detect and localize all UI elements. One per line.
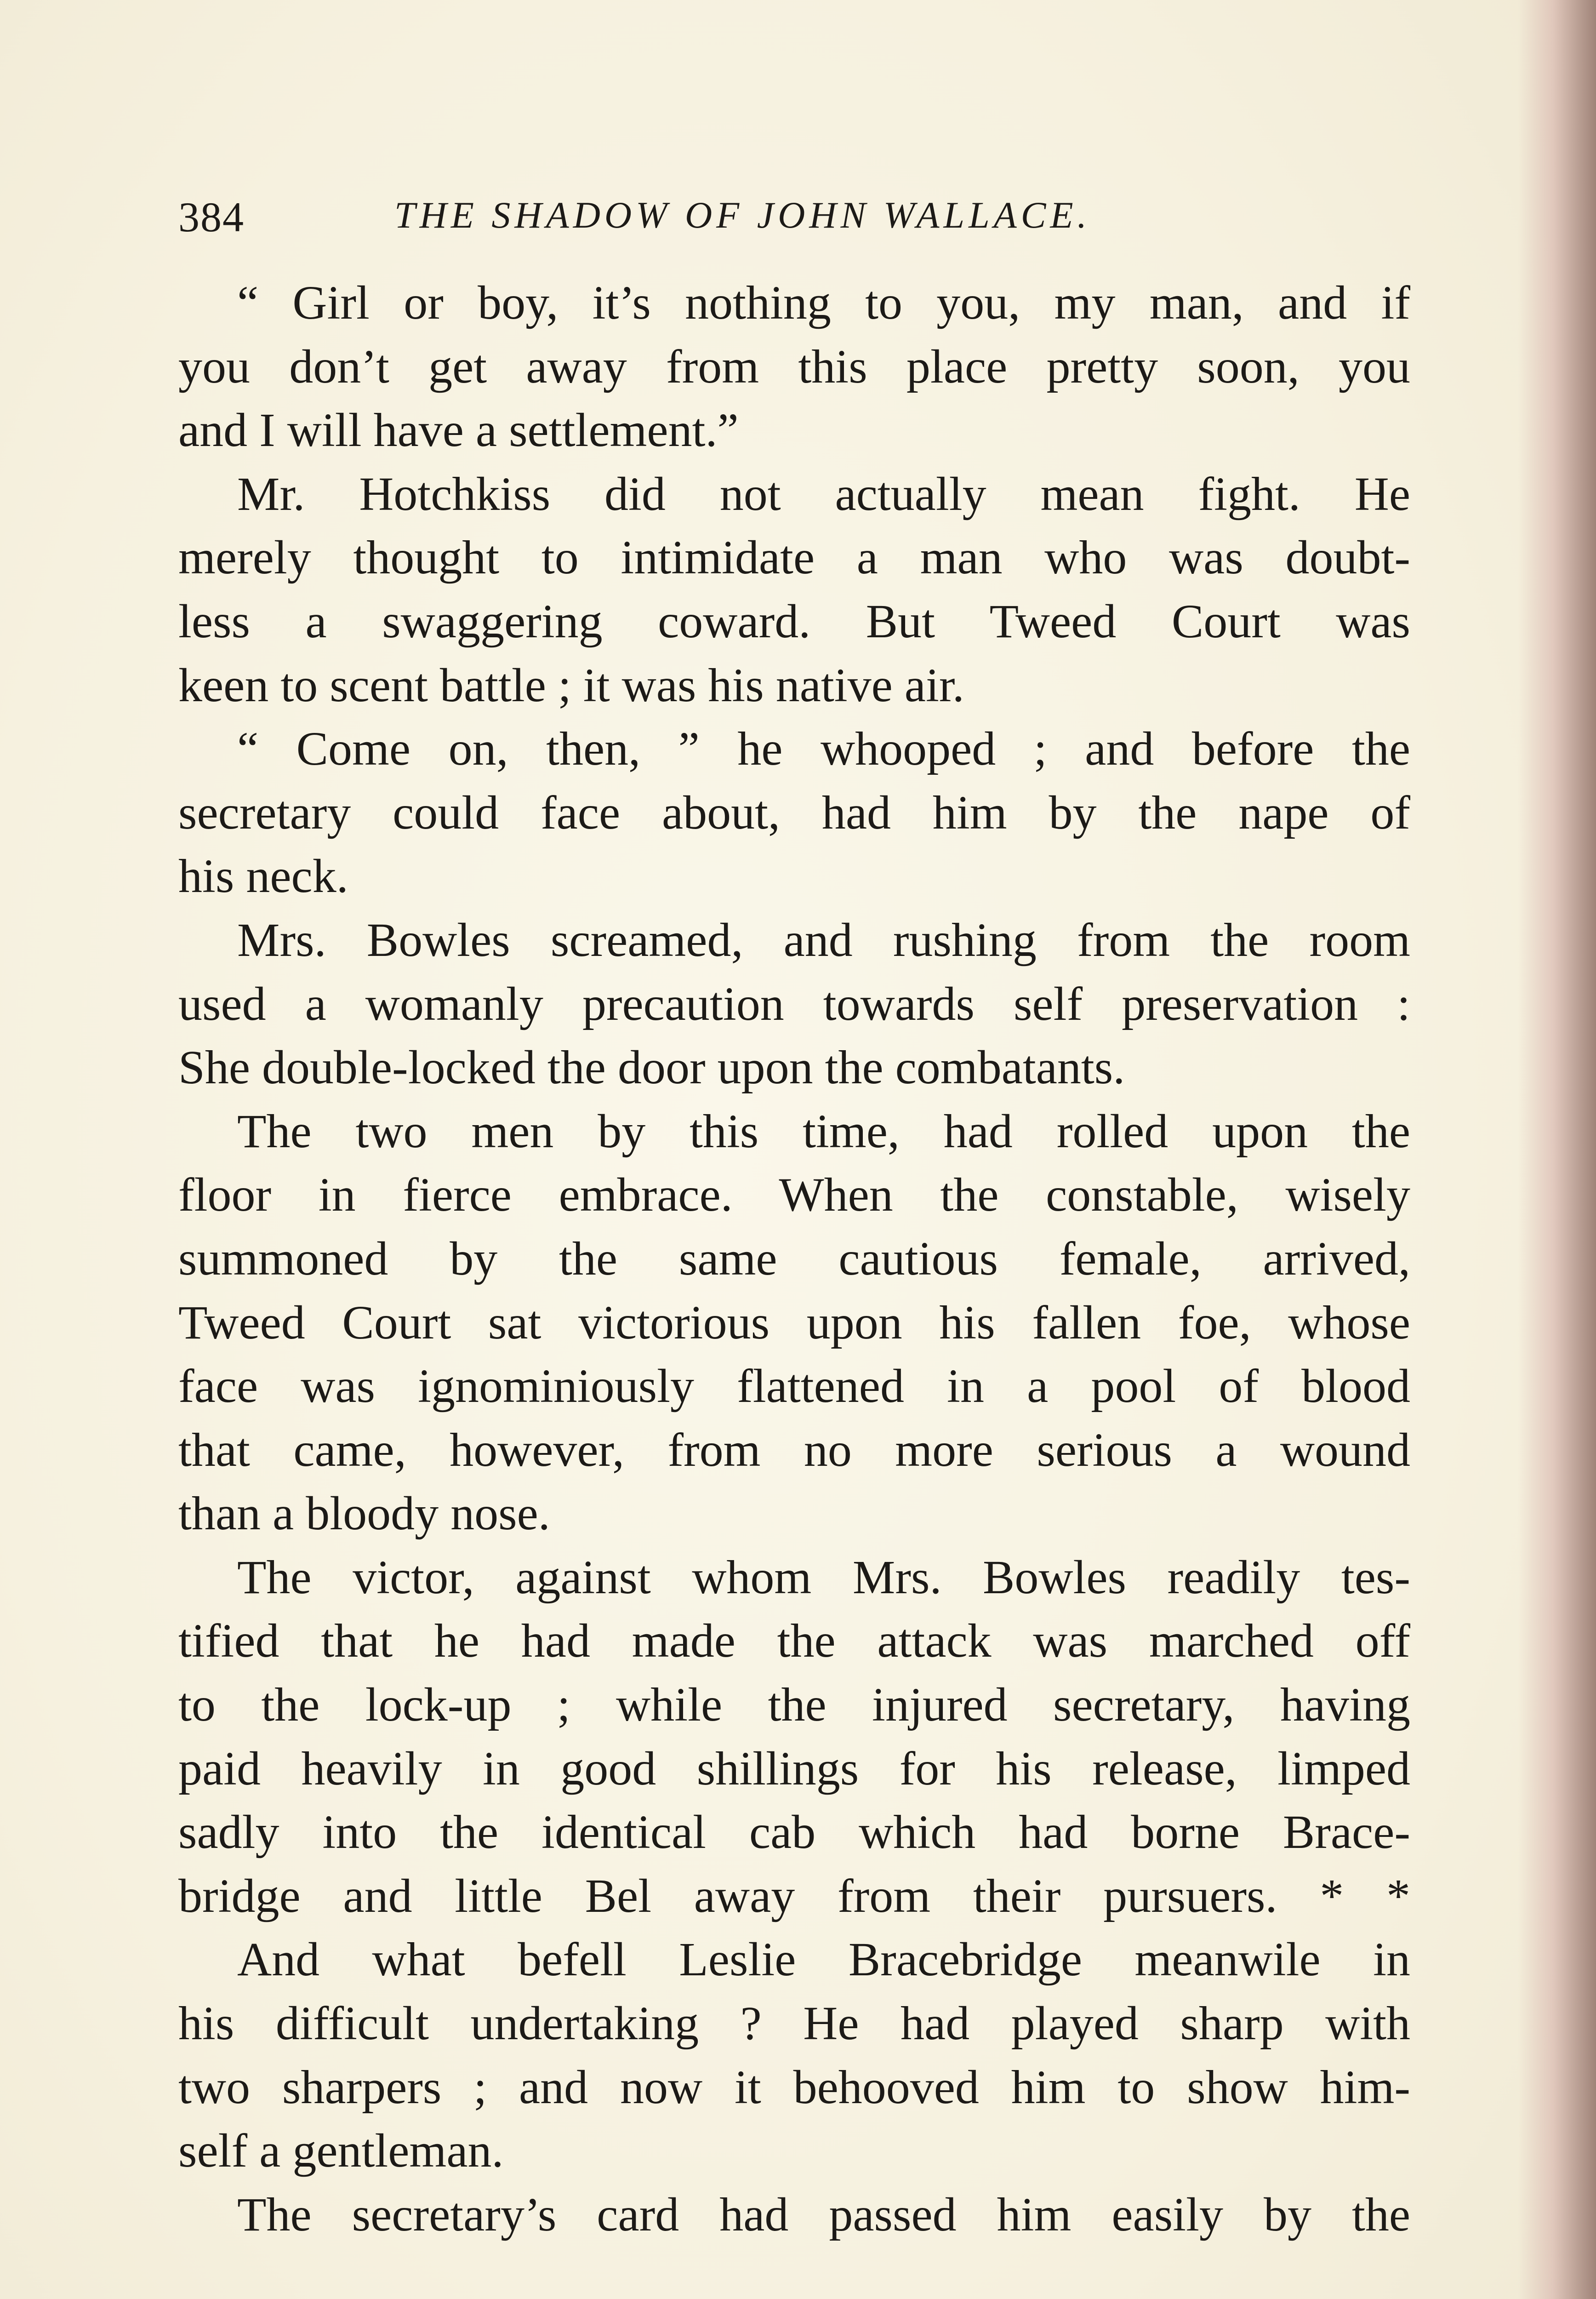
text-line: summoned by the same cautious female, arrived, bbox=[178, 1232, 1410, 1285]
text-line: keen to scent battle ; it was his native air. bbox=[178, 658, 964, 712]
text-line: “ Come on, then, ” he whooped ; and before the bbox=[237, 722, 1410, 776]
text-line: sadly into the identical cab which had borne Brace- bbox=[178, 1806, 1410, 1859]
page-number: 384 bbox=[178, 194, 245, 240]
text-line: secretary could face about, had him by the nape of bbox=[178, 786, 1410, 839]
page-edge-shadow bbox=[1518, 0, 1596, 2299]
text-line: The two men by this time, had rolled upon the bbox=[237, 1104, 1410, 1158]
text-line: The secretary’s card had passed him easily by the bbox=[237, 2188, 1410, 2241]
text-line: bridge and little Bel away from their pursuers. * * bbox=[178, 1869, 1410, 1922]
text-line: paid heavily in good shillings for his release, limped bbox=[178, 1742, 1410, 1795]
text-line: merely thought to intimidate a man who was doubt- bbox=[178, 531, 1410, 584]
text-line: used a womanly precaution towards self preservation : bbox=[178, 977, 1410, 1030]
running-title: THE SHADOW OF JOHN WALLACE. bbox=[394, 194, 1091, 236]
text-line: Mr. Hotchkiss did not actually mean fight. He bbox=[237, 467, 1410, 520]
text-line: She double-locked the door upon the combatants. bbox=[178, 1041, 1125, 1094]
text-line: The victor, against whom Mrs. Bowles readily tes- bbox=[237, 1550, 1410, 1604]
text-line: self a gentleman. bbox=[178, 2124, 504, 2178]
text-line: that came, however, from no more serious a wound bbox=[178, 1423, 1410, 1476]
text-line: tified that he had made the attack was marched off bbox=[178, 1614, 1410, 1668]
text-line: to the lock-up ; while the injured secretary, having bbox=[178, 1678, 1410, 1732]
body-text bbox=[178, 271, 1410, 2247]
text-line: two sharpers ; and now it behooved him to show him- bbox=[178, 2060, 1410, 2114]
text-line: Tweed Court sat victorious upon his fallen foe, whose bbox=[178, 1296, 1410, 1349]
text-line: less a swaggering coward. But Tweed Court was bbox=[178, 595, 1410, 648]
text-line: and I will have a settlement.” bbox=[178, 404, 739, 457]
text-line: floor in fierce embrace. When the constable, wisely bbox=[178, 1168, 1410, 1222]
text-line: his neck. bbox=[178, 850, 348, 903]
text-line: Mrs. Bowles screamed, and rushing from the room bbox=[237, 913, 1410, 966]
running-header bbox=[178, 184, 1254, 248]
text-line: And what befell Leslie Bracebridge meanwile in bbox=[237, 1933, 1410, 1986]
text-line: you don’t get away from this place pretty soon, you bbox=[178, 340, 1410, 393]
text-line: “ Girl or boy, it’s nothing to you, my man, and if bbox=[237, 276, 1410, 329]
text-line: face was ignominiously flattened in a pool of blood bbox=[178, 1360, 1410, 1413]
text-line: his difficult undertaking ? He had played sharp with bbox=[178, 1997, 1410, 2050]
text-line: than a bloody nose. bbox=[178, 1487, 550, 1540]
